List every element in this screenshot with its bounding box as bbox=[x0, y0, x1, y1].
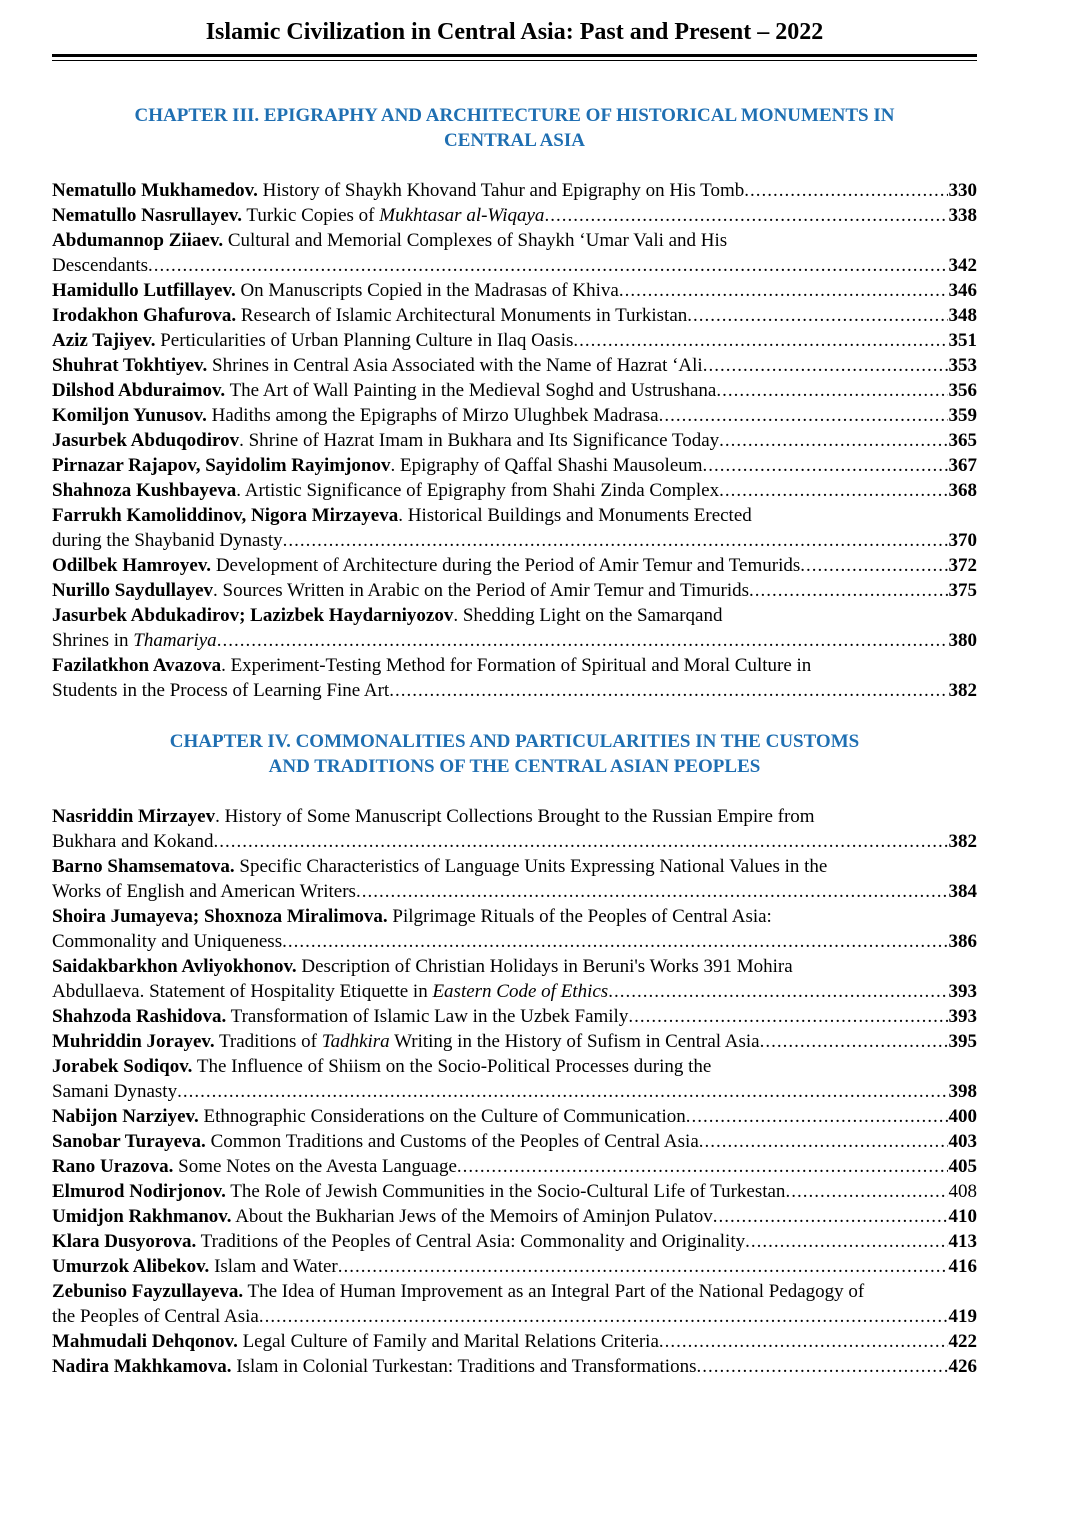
toc-page-number: 348 bbox=[948, 305, 977, 326]
toc-entry[interactable] bbox=[52, 1229, 977, 1254]
toc-entry-first-line bbox=[52, 954, 977, 979]
dot-leader bbox=[659, 1329, 948, 1354]
toc-page-number: 351 bbox=[948, 330, 977, 351]
toc-entry[interactable] bbox=[52, 1354, 977, 1379]
toc-author: Nabijon Narziyev. bbox=[52, 1106, 199, 1127]
toc-title: Development of Architecture during the Period of Amir Temur and Temurids bbox=[211, 555, 801, 576]
toc-page-number: 338 bbox=[948, 205, 977, 226]
chapter-3-title-line-1: CHAPTER III. EPIGRAPHY AND ARCHITECTURE OF HISTORICAL MONUMENTS IN bbox=[134, 105, 895, 126]
toc-entry-first-line bbox=[52, 603, 977, 628]
toc-entry-text bbox=[52, 1254, 338, 1279]
toc-author: Saidakbarkhon Avliyokhonov. bbox=[52, 956, 297, 977]
toc-entry-text bbox=[52, 1354, 696, 1379]
toc-author: Mahmudali Dehqonov. bbox=[52, 1331, 238, 1352]
toc-entry-first-line bbox=[52, 1054, 977, 1079]
toc-entry[interactable] bbox=[52, 1029, 977, 1054]
toc-title: Perticularities of Urban Planning Culture in Ilaq Oasis bbox=[155, 330, 574, 351]
running-header: Islamic Civilization in Central Asia: Past and Present – 2022 bbox=[205, 19, 824, 45]
toc-title: . Epigraphy of Qaffal Shashi Mausoleum bbox=[390, 455, 703, 476]
toc-entry[interactable] bbox=[52, 353, 977, 378]
toc-author: Nasriddin Mirzayev bbox=[52, 806, 216, 827]
toc-author: Shuhrat Tokhtiyev. bbox=[52, 355, 208, 376]
toc-entry[interactable] bbox=[52, 378, 977, 403]
toc-entry[interactable] bbox=[52, 403, 977, 428]
toc-entry-last-line bbox=[52, 253, 977, 278]
dot-leader bbox=[573, 328, 947, 353]
toc-entry-first-line bbox=[52, 854, 977, 879]
toc-entry-last-line bbox=[52, 1304, 977, 1329]
toc-title: The Art of Wall Painting in the Medieval Soghd and Ustrushana bbox=[225, 380, 717, 401]
toc-entry-line bbox=[52, 1029, 977, 1054]
dot-leader bbox=[356, 879, 948, 904]
toc-page-number: 330 bbox=[948, 180, 977, 201]
toc-page-number: 400 bbox=[948, 1106, 977, 1127]
toc-entry[interactable] bbox=[52, 904, 977, 954]
toc-entry[interactable] bbox=[52, 478, 977, 503]
toc-title-italic: Tadhkira bbox=[321, 1031, 390, 1052]
toc-entry-text bbox=[52, 1179, 785, 1204]
toc-page-number: 365 bbox=[948, 430, 977, 451]
toc-title: On Manuscripts Copied in the Madrasas of Khiva bbox=[235, 280, 619, 301]
toc-author: Aziz Tajiyev. bbox=[52, 330, 156, 351]
toc-entry-line bbox=[52, 353, 977, 378]
toc-author: Shahnoza Kushbayeva bbox=[52, 480, 237, 501]
toc-entry[interactable] bbox=[52, 1254, 977, 1279]
toc-title-end bbox=[52, 678, 389, 703]
toc-author: Muhriddin Jorayev. bbox=[52, 1031, 215, 1052]
toc-title: Pilgrimage Rituals of the Peoples of Central Asia: bbox=[387, 906, 772, 927]
toc-author: Abdumannop Ziiaev. bbox=[52, 230, 224, 251]
toc-title: Common Traditions and Customs of the Peoples of Central Asia bbox=[205, 1131, 699, 1152]
toc-title: Transformation of Islamic Law in the Uzbek Family bbox=[226, 1006, 629, 1027]
toc-page-number: 359 bbox=[948, 405, 977, 426]
dot-leader bbox=[177, 1079, 947, 1104]
toc-entry-text bbox=[52, 1329, 659, 1354]
toc-entry[interactable] bbox=[52, 303, 977, 328]
toc-entry[interactable] bbox=[52, 453, 977, 478]
toc-entry-first-line bbox=[52, 804, 977, 829]
toc-entry-text bbox=[52, 1029, 760, 1054]
toc-title: Description of Christian Holidays in Beruni's Works 391 Mohira bbox=[296, 956, 793, 977]
toc-author: Fazilatkhon Avazova bbox=[52, 655, 222, 676]
toc-title-continued: Descendants bbox=[52, 255, 149, 276]
toc-title-continued: Students in the Process of Learning Fine Art bbox=[52, 680, 390, 701]
toc-page-number: 413 bbox=[948, 1231, 977, 1252]
toc-author: Sanobar Turayeva. bbox=[52, 1131, 206, 1152]
toc-title-end bbox=[52, 929, 282, 954]
dot-leader bbox=[457, 1154, 948, 1179]
toc-entry-first-line bbox=[52, 1279, 977, 1304]
toc-entry-last-line bbox=[52, 929, 977, 954]
toc-title: Research of Islamic Architectural Monuments in Turkistan bbox=[236, 305, 688, 326]
toc-page-number: 398 bbox=[948, 1081, 977, 1102]
toc-entry-text bbox=[52, 203, 544, 228]
toc-entry-line bbox=[52, 553, 977, 578]
dot-leader bbox=[687, 303, 947, 328]
dot-leader bbox=[699, 1129, 948, 1154]
toc-entry-line bbox=[52, 1229, 977, 1254]
toc-entry[interactable] bbox=[52, 1279, 977, 1329]
toc-entry[interactable] bbox=[52, 603, 977, 653]
toc-entry-line bbox=[52, 1354, 977, 1379]
toc-entry[interactable] bbox=[52, 1129, 977, 1154]
toc-title-continued: Bukhara and Kokand bbox=[52, 831, 214, 852]
toc-entry[interactable] bbox=[52, 203, 977, 228]
toc-entry[interactable] bbox=[52, 1154, 977, 1179]
toc-entry[interactable] bbox=[52, 954, 977, 1004]
chapter-3-title-line-2: CENTRAL ASIA bbox=[444, 130, 585, 151]
toc-title: Hadiths among the Epigraphs of Mirzo Ulughbek Madrasa bbox=[206, 405, 659, 426]
toc-entry-text bbox=[52, 1129, 699, 1154]
toc-author: Farrukh Kamoliddinov, Nigora Mirzayeva bbox=[52, 505, 399, 526]
toc-entry-last-line bbox=[52, 628, 977, 653]
toc-page-number: 403 bbox=[948, 1131, 977, 1152]
toc-title-end bbox=[52, 879, 356, 904]
dot-leader bbox=[749, 578, 947, 603]
toc-entry-text bbox=[52, 403, 659, 428]
toc-page-number: 367 bbox=[948, 455, 977, 476]
toc-author: Komiljon Yunusov. bbox=[52, 405, 207, 426]
toc-title-italic: Eastern Code of Ethics bbox=[432, 981, 609, 1002]
toc-title-end bbox=[52, 528, 283, 553]
toc-page-number: 416 bbox=[948, 1256, 977, 1277]
toc-page-number: 384 bbox=[948, 881, 977, 902]
toc-entry-line bbox=[52, 203, 977, 228]
dot-leader bbox=[282, 929, 947, 954]
toc-entry[interactable] bbox=[52, 804, 977, 854]
dot-leader bbox=[745, 1229, 947, 1254]
toc-page-number: 356 bbox=[948, 380, 977, 401]
toc-title-end bbox=[52, 628, 217, 653]
toc-entry-text bbox=[52, 353, 703, 378]
toc-title: Cultural and Memorial Complexes of Shaykh ‘Umar Vali and His bbox=[223, 230, 728, 251]
dot-leader bbox=[696, 1354, 947, 1379]
toc-entry-last-line bbox=[52, 678, 977, 703]
toc-title: The Role of Jewish Communities in the Socio-Cultural Life of Turkestan bbox=[225, 1181, 786, 1202]
toc-entry-text bbox=[52, 303, 687, 328]
dot-leader bbox=[713, 1204, 948, 1229]
toc-title-end bbox=[52, 1079, 177, 1104]
toc-entry-text bbox=[52, 328, 573, 353]
toc-entry-line bbox=[52, 1179, 977, 1204]
toc-entry-line bbox=[52, 1329, 977, 1354]
toc-title: Islam in Colonial Turkestan: Traditions and Transformations bbox=[231, 1356, 697, 1377]
toc-entry[interactable] bbox=[52, 854, 977, 904]
dot-leader bbox=[544, 203, 947, 228]
toc-entry-first-line bbox=[52, 228, 977, 253]
toc-entry[interactable] bbox=[52, 553, 977, 578]
toc-title: Traditions of bbox=[214, 1031, 322, 1052]
toc-entry-text bbox=[52, 178, 744, 203]
toc-entry[interactable] bbox=[52, 1204, 977, 1229]
toc-entry-line bbox=[52, 1154, 977, 1179]
toc-entry-line bbox=[52, 1004, 977, 1029]
toc-entry-line bbox=[52, 1129, 977, 1154]
toc-title: The Idea of Human Improvement as an Integral Part of the National Pedagogy of bbox=[243, 1281, 865, 1302]
chapter-4-entries bbox=[52, 804, 977, 1379]
toc-author: Nurillo Saydullayev bbox=[52, 580, 213, 601]
toc-page-number: 370 bbox=[948, 530, 977, 551]
toc-entry-text bbox=[52, 553, 800, 578]
toc-entry[interactable] bbox=[52, 428, 977, 453]
toc-page-number: 375 bbox=[948, 580, 977, 601]
dot-leader bbox=[760, 1029, 948, 1054]
toc-title: . Historical Buildings and Monuments Erected bbox=[398, 505, 752, 526]
toc-author: Klara Dusyorova. bbox=[52, 1231, 197, 1252]
toc-author: Hamidullo Lutfillayev. bbox=[52, 280, 236, 301]
toc-title-italic: Thamariya bbox=[133, 630, 217, 651]
toc-entry-text bbox=[52, 1204, 713, 1229]
dot-leader bbox=[259, 1304, 948, 1329]
toc-entry-text bbox=[52, 578, 749, 603]
toc-title-continued: the Peoples of Central Asia bbox=[52, 1306, 259, 1327]
toc-entry-last-line bbox=[52, 528, 977, 553]
dot-leader bbox=[716, 378, 947, 403]
toc-entry-line bbox=[52, 328, 977, 353]
toc-page-number: 395 bbox=[948, 1031, 977, 1052]
dot-leader bbox=[719, 478, 947, 503]
toc-author: Rano Urazova. bbox=[52, 1156, 174, 1177]
toc-author: Shoira Jumayeva; Shoxnoza Miralimova. bbox=[52, 906, 388, 927]
toc-entry-last-line bbox=[52, 979, 977, 1004]
chapter-3-entries bbox=[52, 178, 977, 703]
toc-entry-first-line bbox=[52, 503, 977, 528]
toc-title: . Artistic Significance of Epigraphy from Shahi Zinda Complex bbox=[236, 480, 720, 501]
dot-leader bbox=[800, 553, 947, 578]
toc-page-number: 393 bbox=[948, 1006, 977, 1027]
toc-page-number: 419 bbox=[948, 1306, 977, 1327]
toc-author: Odilbek Hamroyev. bbox=[52, 555, 212, 576]
toc-entry-last-line bbox=[52, 1079, 977, 1104]
toc-entry[interactable] bbox=[52, 228, 977, 278]
toc-page-number: 393 bbox=[948, 981, 977, 1002]
toc-entry-line bbox=[52, 1104, 977, 1129]
toc-page-number: 372 bbox=[948, 555, 977, 576]
toc-entry-text bbox=[52, 1229, 745, 1254]
toc-author: Shahzoda Rashidova. bbox=[52, 1006, 227, 1027]
dot-leader bbox=[686, 1104, 948, 1129]
toc-title-italic: Mukhtasar al-Wiqaya bbox=[379, 205, 545, 226]
toc-entry[interactable] bbox=[52, 1179, 977, 1204]
toc-entry-first-line bbox=[52, 653, 977, 678]
chapter-4-heading bbox=[52, 729, 977, 779]
toc-entry-line bbox=[52, 1204, 977, 1229]
dot-leader bbox=[719, 428, 947, 453]
toc-page-number: 380 bbox=[948, 630, 977, 651]
toc-entry-line bbox=[52, 578, 977, 603]
toc-author: Umidjon Rakhmanov. bbox=[52, 1206, 232, 1227]
toc-entry-line bbox=[52, 378, 977, 403]
toc-title: . Shrine of Hazrat Imam in Bukhara and Its Significance Today bbox=[239, 430, 720, 451]
toc-entry[interactable] bbox=[52, 278, 977, 303]
toc-title: Ethnographic Considerations on the Culture of Communication bbox=[198, 1106, 686, 1127]
header-rule-thick bbox=[52, 54, 977, 57]
toc-author: Elmurod Nodirjonov. bbox=[52, 1181, 226, 1202]
toc-page-number: 382 bbox=[948, 831, 977, 852]
toc-title-continued: during the Shaybanid Dynasty bbox=[52, 530, 283, 551]
toc-entry-line bbox=[52, 303, 977, 328]
dot-leader bbox=[148, 253, 947, 278]
toc-entry-last-line bbox=[52, 829, 977, 854]
toc-author: Dilshod Abduraimov. bbox=[52, 380, 226, 401]
toc-title: Islam and Water bbox=[209, 1256, 338, 1277]
toc-entry-text bbox=[52, 428, 719, 453]
toc-title-continued: Shrines in bbox=[52, 630, 134, 651]
toc-entry-line bbox=[52, 403, 977, 428]
toc-title: Legal Culture of Family and Marital Relations Criteria bbox=[237, 1331, 659, 1352]
toc-title: Turkic Copies of bbox=[242, 205, 380, 226]
toc-page-number: 405 bbox=[948, 1156, 977, 1177]
toc-entry[interactable] bbox=[52, 1004, 977, 1029]
toc-entry-text bbox=[52, 1004, 628, 1029]
toc-page-number: 410 bbox=[948, 1206, 977, 1227]
dot-leader bbox=[619, 278, 948, 303]
dot-leader bbox=[608, 979, 947, 1004]
toc-entry[interactable] bbox=[52, 1054, 977, 1104]
chapter-4-title-line-1: CHAPTER IV. COMMONALITIES AND PARTICULARITIES IN THE CUSTOMS bbox=[169, 731, 860, 752]
toc-author: Nadira Makhkamova. bbox=[52, 1356, 232, 1377]
dot-leader bbox=[213, 829, 947, 854]
toc-entry-line bbox=[52, 278, 977, 303]
chapter-3-heading bbox=[52, 103, 977, 153]
dot-leader bbox=[785, 1179, 947, 1204]
dot-leader bbox=[338, 1254, 948, 1279]
toc-page-number: 422 bbox=[948, 1331, 977, 1352]
toc-title-continued: Abdullaeva. Statement of Hospitality Etiquette in bbox=[52, 981, 433, 1002]
toc-page-number: 346 bbox=[948, 280, 977, 301]
header-rule-thin bbox=[52, 60, 977, 61]
toc-title: The Influence of Shiism on the Socio-Political Processes during the bbox=[192, 1056, 712, 1077]
toc-title: Specific Characteristics of Language Units Expressing National Values in the bbox=[234, 856, 828, 877]
toc-title: . Experiment-Testing Method for Formation of Spiritual and Moral Culture in bbox=[221, 655, 812, 676]
toc-entry[interactable] bbox=[52, 1329, 977, 1354]
toc-entry-first-line bbox=[52, 904, 977, 929]
toc-title: . Shedding Light on the Samarqand bbox=[453, 605, 723, 626]
toc-author: Irodakhon Ghafurova. bbox=[52, 305, 237, 326]
dot-leader bbox=[703, 453, 948, 478]
toc-title-end bbox=[52, 253, 148, 278]
toc-title: History of Shaykh Khovand Tahur and Epigraphy on His Tomb bbox=[257, 180, 745, 201]
toc-entry[interactable] bbox=[52, 653, 977, 703]
toc-page-number: 353 bbox=[948, 355, 977, 376]
toc-title: Some Notes on the Avesta Language bbox=[173, 1156, 457, 1177]
dot-leader bbox=[744, 178, 947, 203]
toc-title: . History of Some Manuscript Collections Brought to the Russian Empire from bbox=[215, 806, 815, 827]
toc-entry-text bbox=[52, 378, 716, 403]
toc-title: . Sources Written in Arabic on the Period of Amir Temur and Timurids bbox=[213, 580, 750, 601]
toc-entry-text bbox=[52, 478, 719, 503]
toc-page-number: 408 bbox=[948, 1181, 977, 1202]
toc-entry-line bbox=[52, 478, 977, 503]
toc-entry-line bbox=[52, 428, 977, 453]
toc-entry[interactable] bbox=[52, 328, 977, 353]
toc-title-continued: Commonality and Uniqueness bbox=[52, 931, 283, 952]
toc-author: Jorabek Sodiqov. bbox=[52, 1056, 193, 1077]
dot-leader bbox=[283, 528, 948, 553]
toc-entry[interactable] bbox=[52, 178, 977, 203]
toc-entry-text bbox=[52, 278, 619, 303]
toc-page-number: 426 bbox=[948, 1356, 977, 1377]
toc-title: Shrines in Central Asia Associated with the Name of Hazrat ‘Ali bbox=[207, 355, 703, 376]
chapter-4-title-line-2: AND TRADITIONS OF THE CENTRAL ASIAN PEOPLES bbox=[268, 756, 761, 777]
toc-page-number: 368 bbox=[948, 480, 977, 501]
toc-entry[interactable] bbox=[52, 503, 977, 553]
toc-author: Jasurbek Abdukadirov; Lazizbek Haydarniyozov bbox=[52, 605, 454, 626]
toc-title-end bbox=[52, 1304, 259, 1329]
dot-leader bbox=[389, 678, 947, 703]
toc-author: Nematullo Mukhamedov. bbox=[52, 180, 258, 201]
toc-entry-line bbox=[52, 178, 977, 203]
toc-title-continued: Writing in the History of Sufism in Central Asia bbox=[389, 1031, 760, 1052]
toc-entry-line bbox=[52, 1254, 977, 1279]
toc-title-end bbox=[52, 979, 608, 1004]
toc-title: About the Bukharian Jews of the Memoirs of Aminjon Pulatov bbox=[231, 1206, 713, 1227]
toc-title-end bbox=[52, 829, 213, 854]
toc-title-continued: Samani Dynasty bbox=[52, 1081, 178, 1102]
toc-entry-text bbox=[52, 1104, 686, 1129]
toc-entry-text bbox=[52, 1154, 457, 1179]
toc-entry[interactable] bbox=[52, 578, 977, 603]
dot-leader bbox=[628, 1004, 947, 1029]
toc-title: Traditions of the Peoples of Central Asia: Commonality and Originality bbox=[196, 1231, 746, 1252]
dot-leader bbox=[659, 403, 948, 428]
toc-author: Nematullo Nasrullayev. bbox=[52, 205, 242, 226]
toc-author: Pirnazar Rajapov, Sayidolim Rayimjonov bbox=[52, 455, 391, 476]
toc-title-continued: Works of English and American Writers bbox=[52, 881, 356, 902]
dot-leader bbox=[217, 628, 948, 653]
toc-entry-last-line bbox=[52, 879, 977, 904]
toc-entry[interactable] bbox=[52, 1104, 977, 1129]
toc-page-number: 342 bbox=[948, 255, 977, 276]
toc-page-number: 386 bbox=[948, 931, 977, 952]
toc-author: Jasurbek Abduqodirov bbox=[52, 430, 240, 451]
dot-leader bbox=[703, 353, 948, 378]
toc-entry-line bbox=[52, 453, 977, 478]
toc-entry-text bbox=[52, 453, 703, 478]
toc-author: Zebuniso Fayzullayeva. bbox=[52, 1281, 244, 1302]
toc-page-number: 382 bbox=[948, 680, 977, 701]
toc-author: Barno Shamsematova. bbox=[52, 856, 235, 877]
toc-author: Umurzok Alibekov. bbox=[52, 1256, 210, 1277]
